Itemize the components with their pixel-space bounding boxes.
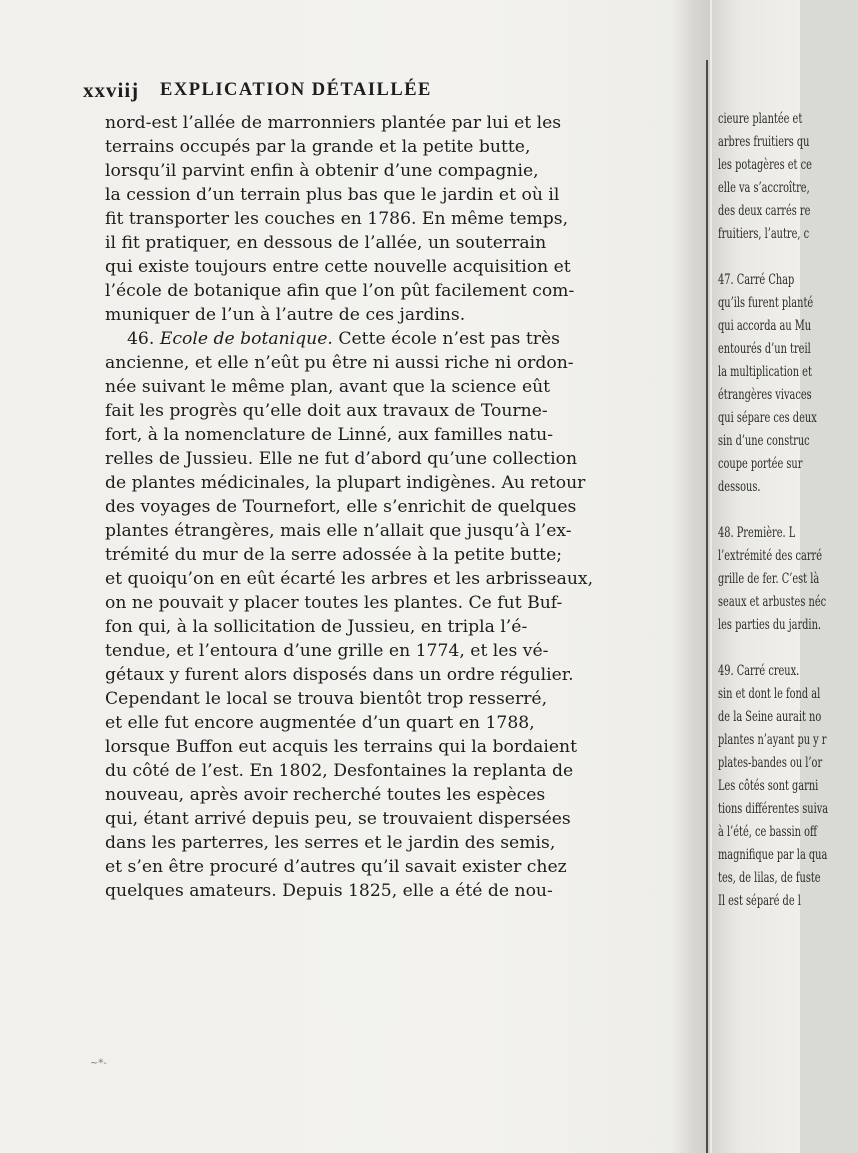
- facing-page-line: les parties du jardin.: [718, 617, 821, 633]
- text-line: de plantes médicinales, la plupart indigènes. Au retour: [105, 473, 586, 493]
- text-line: fit transporter les couches en 1786. En même temps,: [105, 209, 569, 229]
- page-header: [83, 78, 663, 108]
- text-line: et elle fut encore augmentée d’un quart en 1788,: [105, 713, 535, 733]
- facing-page-line: 48. Première. L: [718, 525, 796, 541]
- running-head: EXPLICATION DÉTAILLÉE: [160, 80, 432, 100]
- section-first-line: Cette école n’est pas très: [338, 329, 560, 349]
- facing-page-line: plates-bandes ou l’or: [718, 755, 823, 771]
- text-line: terrains occupés par la grande et la petite butte,: [105, 137, 531, 157]
- text-line: Cependant le local se trouva bientôt trop resserré,: [105, 689, 548, 709]
- facing-page-line: qu’ils furent planté: [718, 295, 814, 311]
- text-line: et quoiqu’on en eût écarté les arbres et les arbrisseaux,: [105, 569, 594, 589]
- ink-mark: ~*-: [90, 1058, 107, 1069]
- facing-page-text: [718, 108, 858, 913]
- facing-page-line: fruitiers, l’autre, c: [718, 226, 810, 242]
- text-line: du côté de l’est. En 1802, Desfontaines la replanta de: [105, 761, 574, 781]
- text-line: on ne pouvait y placer toutes les plantes. Ce fut Buf-: [105, 593, 563, 613]
- facing-page-line: entourés d’un treil: [718, 341, 811, 357]
- section-heading-line: [105, 327, 667, 351]
- text-line: ancienne, et elle n’eût pu être ni aussi riche ni ordon-: [105, 353, 574, 373]
- facing-page-line: arbres fruitiers qu: [718, 134, 810, 150]
- text-line: des voyages de Tournefort, elle s’enrichit de quelques: [105, 497, 577, 517]
- facing-page-line: de la Seine aurait no: [718, 709, 822, 725]
- facing-page-line: Il est séparé de l: [718, 893, 801, 909]
- page-number: xxviij: [83, 78, 140, 102]
- facing-page-line: tes, de lilas, de fuste: [718, 870, 821, 886]
- text-line: née suivant le même plan, avant que la science eût: [105, 377, 551, 397]
- facing-page-line: plantes n’ayant pu y r: [718, 732, 827, 748]
- facing-page-line: qui sépare ces deux: [718, 410, 817, 426]
- facing-page-line: coupe portée sur: [718, 456, 803, 472]
- facing-page-line: dessous.: [718, 479, 761, 495]
- text-line: fait les progrès qu’elle doit aux travaux de Tourne-: [105, 401, 548, 421]
- text-line: nouveau, après avoir recherché toutes les espèces: [105, 785, 546, 805]
- text-line: relles de Jussieu. Elle ne fut d’abord qu’une collection: [105, 449, 578, 469]
- section-title: Ecole de botanique.: [159, 329, 333, 349]
- facing-page-line: [718, 637, 816, 660]
- text-line: tendue, et l’entoura d’une grille en 1774, et les vé-: [105, 641, 549, 661]
- section-number: 46.: [127, 329, 155, 349]
- facing-page-line: des deux carrés re: [718, 203, 811, 219]
- text-line: la cession d’un terrain plus bas que le jardin et où il: [105, 185, 560, 205]
- facing-page-line: les potagères et ce: [718, 157, 812, 173]
- text-line: qui existe toujours entre cette nouvelle acquisition et: [105, 257, 571, 277]
- text-line: plantes étrangères, mais elle n’allait que jusqu’à l’ex-: [105, 521, 572, 541]
- facing-page: [712, 0, 829, 1153]
- facing-page-line: la multiplication et: [718, 364, 812, 380]
- text-line: et s’en être procuré d’autres qu’il savait exister chez: [105, 857, 567, 877]
- text-line: nord-est l’allée de marronniers plantée par lui et les: [105, 113, 562, 133]
- facing-page-line: [718, 499, 816, 522]
- text-line: trémité du mur de la serre adossée à la petite butte;: [105, 545, 563, 565]
- text-line: l’école de botanique afin que l’on pût facilement com-: [105, 281, 575, 301]
- text-line: dans les parterres, les serres et le jardin des semis,: [105, 833, 556, 853]
- facing-page-line: 49. Carré creux.: [718, 663, 800, 679]
- facing-page-line: tions différentes suiva: [718, 801, 829, 817]
- facing-page-line: magnifique par la qua: [718, 847, 828, 863]
- text-line: fon qui, à la sollicitation de Jussieu, en tripla l’é-: [105, 617, 528, 637]
- facing-page-line: 47. Carré Chap: [718, 272, 795, 288]
- facing-page-line: Les côtés sont garni: [718, 778, 819, 794]
- facing-page-line: sin et dont le fond al: [718, 686, 821, 702]
- text-line: muniquer de l’un à l’autre de ces jardins.: [105, 305, 466, 325]
- facing-page-line: cieure plantée et: [718, 111, 803, 127]
- main-text-column: [105, 111, 667, 903]
- text-line: quelques amateurs. Depuis 1825, elle a été de nou-: [105, 881, 553, 901]
- text-line: gétaux y furent alors disposés dans un ordre régulier.: [105, 665, 574, 685]
- text-line: lorsque Buffon eut acquis les terrains qui la bordaient: [105, 737, 577, 757]
- text-line: il fit pratiquer, en dessous de l’allée, un souterrain: [105, 233, 547, 253]
- book-gutter: [672, 0, 710, 1153]
- facing-page-line: étrangères vivaces: [718, 387, 812, 403]
- facing-page-line: qui accorda au Mu: [718, 318, 812, 334]
- text-line: qui, étant arrivé depuis peu, se trouvaient dispersées: [105, 809, 571, 829]
- facing-page-line: grille de fer. C’est là: [718, 571, 820, 587]
- text-line: lorsqu’il parvint enfin à obtenir d’une compagnie,: [105, 161, 539, 181]
- facing-page-line: [718, 246, 816, 269]
- facing-page-line: seaux et arbustes néc: [718, 594, 827, 610]
- text-line: fort, à la nomenclature de Linné, aux familles natu-: [105, 425, 554, 445]
- facing-page-line: elle va s’accroître,: [718, 180, 810, 196]
- facing-page-line: sin d’une construc: [718, 433, 810, 449]
- spine-line: [706, 60, 708, 1153]
- facing-page-line: l’extrémité des carré: [718, 548, 823, 564]
- facing-page-line: à l’été, ce bassin off: [718, 824, 817, 840]
